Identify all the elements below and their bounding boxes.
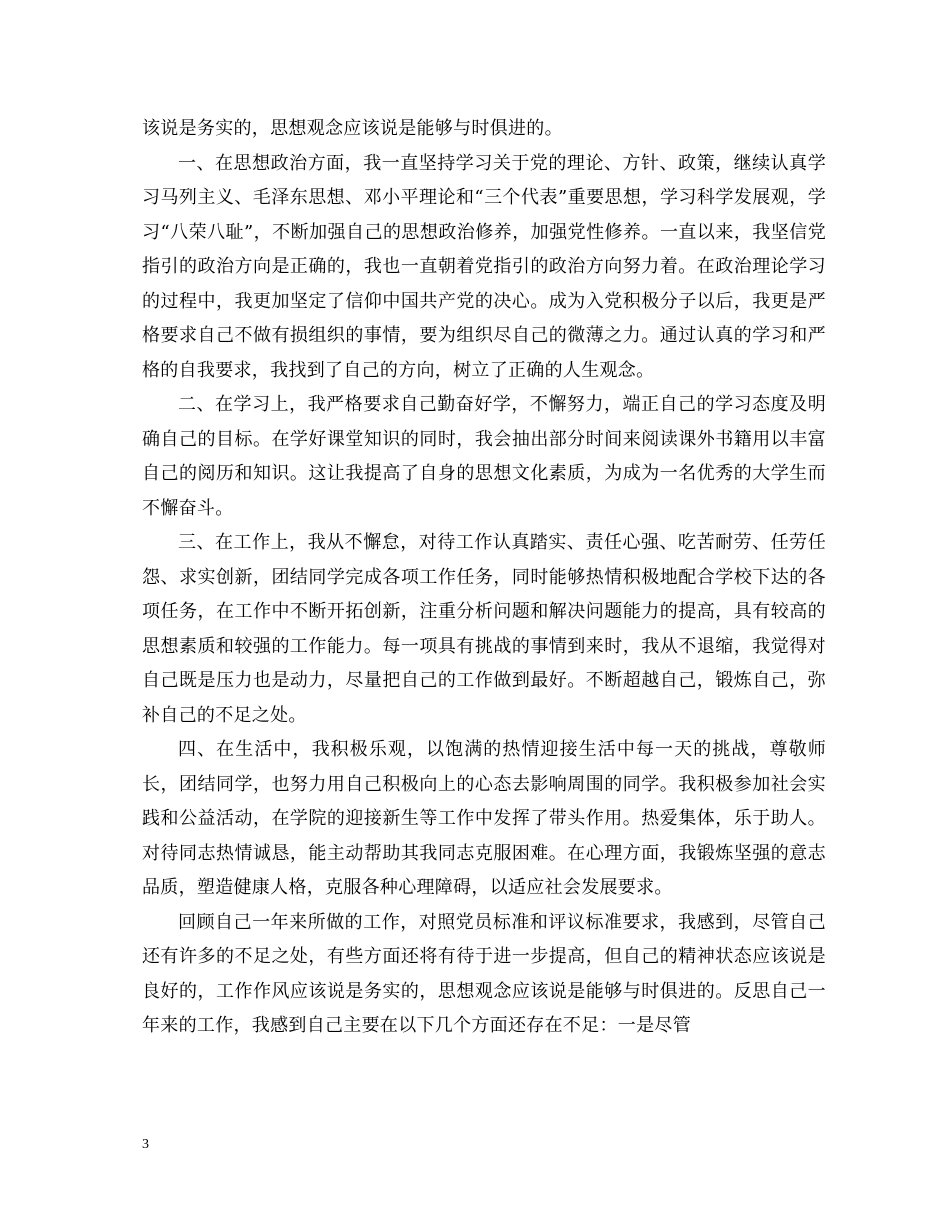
paragraph-study: 二、在学习上，我严格要求自己勤奋好学，不懈努力，端正自己的学习态度及明确自己的目标。在学好课堂知识的同时，我会抽出部分时间来阅读课外书籍用以丰富自己的阅历和知识。这让我提高了自身的思想文化素质，为成为一名优秀的大学生而不懈奋斗。: [142, 394, 826, 519]
paragraph-continuation: 该说是务实的，思想观念应该说是能够与时俱进的。: [142, 118, 563, 139]
page-number: 3: [142, 1137, 149, 1152]
paragraph-life: 四、在生活中，我积极乐观，以饱满的热情迎接生活中每一天的挑战，尊敬师长，团结同学，也努力用自己积极向上的心态去影响周围的同学。我积极参加社会实践和公益活动，在学院的迎接新生等工作中发挥了带头作用。热爱集体，乐于助人。对待同志热情诚恳，能主动帮助其我同志克服困难。在心理方面，我锻炼坚强的意志品质，塑造健康人格，克服各种心理障碍，以适应社会发展要求。: [142, 739, 826, 898]
paragraph-political: 一、在思想政治方面，我一直坚持学习关于党的理论、方针、政策，继续认真学习马列主义、毛泽东思想、邓小平理论和“三个代表”重要思想，学习科学发展观，学习“八荣八耻”，不断加强自己的思想政治修养，加强党性修养。一直以来，我坚信党指引的政治方向是正确的，我也一直朝着党指引的政治方向努力着。在政治理论学习的过程中，我更加坚定了信仰中国共产党的决心。成为入党积极分子以后，我更是严格要求自己不做有损组织的事情，要为组织尽自己的微薄之力。通过认真的学习和严格的自我要求，我找到了自己的方向，树立了正确的人生观念。: [142, 152, 826, 381]
paragraph-review: 回顾自己一年来所做的工作，对照党员标准和评议标准要求，我感到，尽管自己还有许多的不足之处，有些方面还将有待于进一步提高，但自己的精神状态应该说是良好的，工作作风应该说是务实的，思想观念应该说是能够与时俱进的。反思自己一年来的工作，我感到自己主要在以下几个方面还存在不足：一是尽管: [142, 911, 826, 1036]
document-body: [142, 112, 826, 1044]
paragraph-work: 三、在工作上，我从不懈怠，对待工作认真踏实、责任心强、吃苦耐劳、任劳任怨、求实创新，团结同学完成各项工作任务，同时能够热情积极地配合学校下达的各项任务，在工作中不断开拓创新，注重分析问题和解决问题能力的提高，具有较高的思想素质和较强的工作能力。每一项具有挑战的事情到来时，我从不退缩，我觉得对自己既是压力也是动力，尽量把自己的工作做到最好。不断超越自己，锻炼自己，弥补自己的不足之处。: [142, 532, 826, 726]
